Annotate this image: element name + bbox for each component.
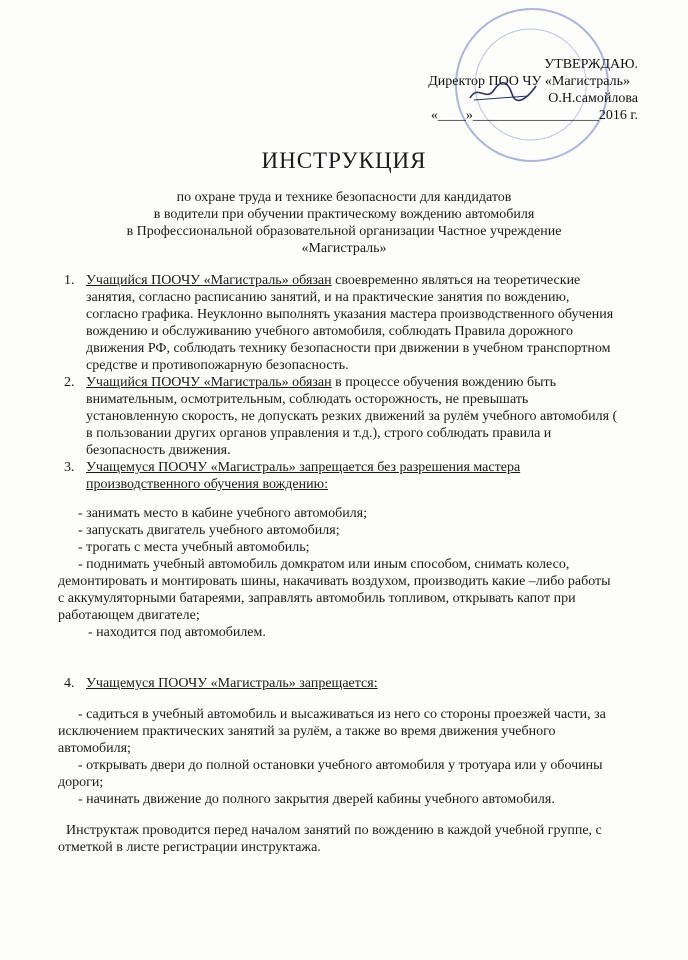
subtitle-line: по охране труда и технике безопасности для кандидатов [176, 190, 512, 205]
item-number: 1. [64, 273, 75, 288]
list-item-2 [58, 374, 618, 459]
item-heading: Учащийся ПООЧУ «Магистраль» обязан [86, 375, 332, 390]
list-item: - занимать место в кабине учебного автомобиля; [78, 506, 368, 521]
item-heading: Учащийся ПООЧУ «Магистраль» обязан [86, 273, 332, 288]
approval-block [428, 56, 638, 124]
list-item: - трогать с места учебный автомобиль; [78, 540, 310, 555]
approval-director: Директор ПОО ЧУ «Магистраль» [428, 74, 630, 89]
list-item-3 [58, 459, 618, 493]
item-number: 2. [64, 375, 75, 390]
list-item: - запускать двигатель учебного автомобиля; [78, 523, 340, 538]
document-title: ИНСТРУКЦИЯ [261, 148, 427, 173]
list-item: - поднимать учебный автомобиль домкратом или иным способом, снимать колесо, демонтировать и монтировать шины, накачивать воздухом, производить какие –либо работы с аккумуляторными батареями, заправлять автомобиль топливом, открывать капот при работающем двигателе; [58, 557, 611, 623]
list-item-1 [58, 272, 618, 374]
approval-name: О.Н.самойлова [548, 91, 638, 106]
item-heading: Учащемуся ПООЧУ «Магистраль» запрещается: [86, 676, 378, 691]
instruction-body [58, 272, 618, 856]
list-item: - находится под автомобилем. [88, 625, 266, 640]
list-item: - садиться в учебный автомобиль и высаживаться из него со стороны проезжей части, за исключением практических занятий за рулём, а также во время движения учебного автомобиля; [58, 707, 606, 756]
subtitle-line: в водители при обучении практическому вождению автомобиля [153, 207, 535, 222]
item-text: в процессе обучения вождению быть внимательным, осмотрительным, соблюдать осторожность, не превышать установленную скорость, не допускать резких движений за рулём учебного автомобиля ( в пользовании других органов управления и т.д.), строго соблюдать правила и безопасность движения. [86, 375, 618, 458]
subtitle-line: в Профессиональной образовательной организации Частное учреждение [126, 224, 562, 239]
item-number: 4. [64, 676, 75, 691]
subtitle-line: «Магистраль» [301, 241, 387, 256]
item-heading: Учащемуся ПООЧУ «Магистраль» запрещается без разрешения мастера производственного обучения вождению: [86, 460, 521, 492]
item-number: 3. [64, 460, 75, 475]
item-text: своевременно являться на теоретические занятия, согласно расписанию занятий, и на практические занятия по вождению, согласно графика. Неуклонно выполнять указания мастера производственного обучения вождению и обслуживанию учебного автомобиля, соблюдать Правила дорожного движения РФ, соблюдать технику безопасности при движении в учебном транспортном средстве и противопожарную безопасность. [86, 273, 614, 373]
list-item-4 [58, 675, 618, 692]
closing-paragraph: Инструктаж проводится перед началом занятий по вождению в каждой учебной группе, с отметкой в листе регистрации инструктажа. [58, 823, 602, 855]
list-item: - начинать движение до полного закрытия дверей кабины учебного автомобиля. [78, 792, 555, 807]
approval-date: «____»__________________2016 г. [430, 108, 638, 123]
document-subtitle [0, 189, 688, 257]
list-item: - открывать двери до полной остановки учебного автомобиля у тротуара или у обочины дороги; [58, 758, 603, 790]
approval-heading: УТВЕРЖДАЮ. [544, 57, 638, 72]
